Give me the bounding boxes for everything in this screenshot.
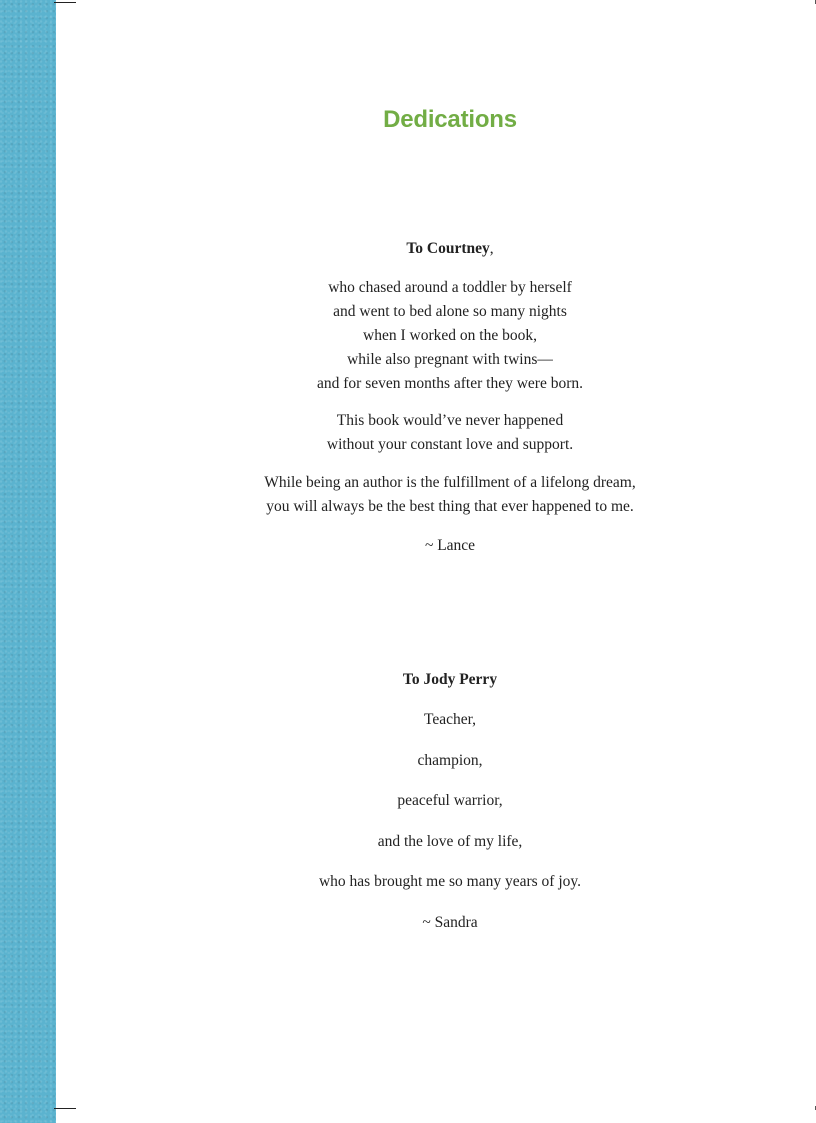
dedication-1-stanza-1 xyxy=(56,276,816,396)
dedication-1-stanza-3-line: you will always be the best thing that ever happened to me. xyxy=(266,498,634,515)
dedication-2-signature: ~ Sandra xyxy=(422,914,478,931)
dedication-2-line: peaceful warrior, xyxy=(397,792,503,809)
dedication-1-stanza-1-line: and for seven months after they were born. xyxy=(317,375,583,392)
dedication-1-stanza-3-line: While being an author is the fulfillment of a lifelong dream, xyxy=(264,474,636,491)
dedication-2-line: and the love of my life, xyxy=(377,833,523,850)
dedication-1-signature: ~ Lance xyxy=(424,537,476,554)
dedication-1-stanza-2-line: This book would’ve never happened xyxy=(336,412,564,429)
dedication-1-stanza-1-line: while also pregnant with twins— xyxy=(347,351,553,368)
dedication-2-line: champion, xyxy=(417,752,483,769)
dedication-1-stanza-1-line: when I worked on the book, xyxy=(363,327,537,344)
page-title: Dedications xyxy=(383,106,517,133)
dedication-2-line: Teacher, xyxy=(423,711,477,728)
dedication-2-recipient: To Jody Perry xyxy=(402,671,498,688)
dedication-1-stanza-3 xyxy=(56,471,816,519)
dedication-1-stanza-1-line: who chased around a toddler by herself xyxy=(328,279,572,296)
dedication-1-recipient-comma: , xyxy=(489,240,494,257)
dedication-1-stanza-2-line: without your constant love and support. xyxy=(326,436,574,453)
crop-mark-top-left xyxy=(54,2,76,3)
dedication-2-line: who has brought me so many years of joy. xyxy=(318,873,582,890)
crop-mark-bottom-left xyxy=(54,1108,76,1109)
dedication-1-recipient-line xyxy=(56,237,816,261)
dedication-1-stanza-2 xyxy=(56,409,816,457)
decorative-side-band xyxy=(0,0,56,1123)
dedication-1-stanza-1-line: and went to bed alone so many nights xyxy=(333,303,567,320)
dedication-1-recipient: To Courtney xyxy=(406,240,490,257)
